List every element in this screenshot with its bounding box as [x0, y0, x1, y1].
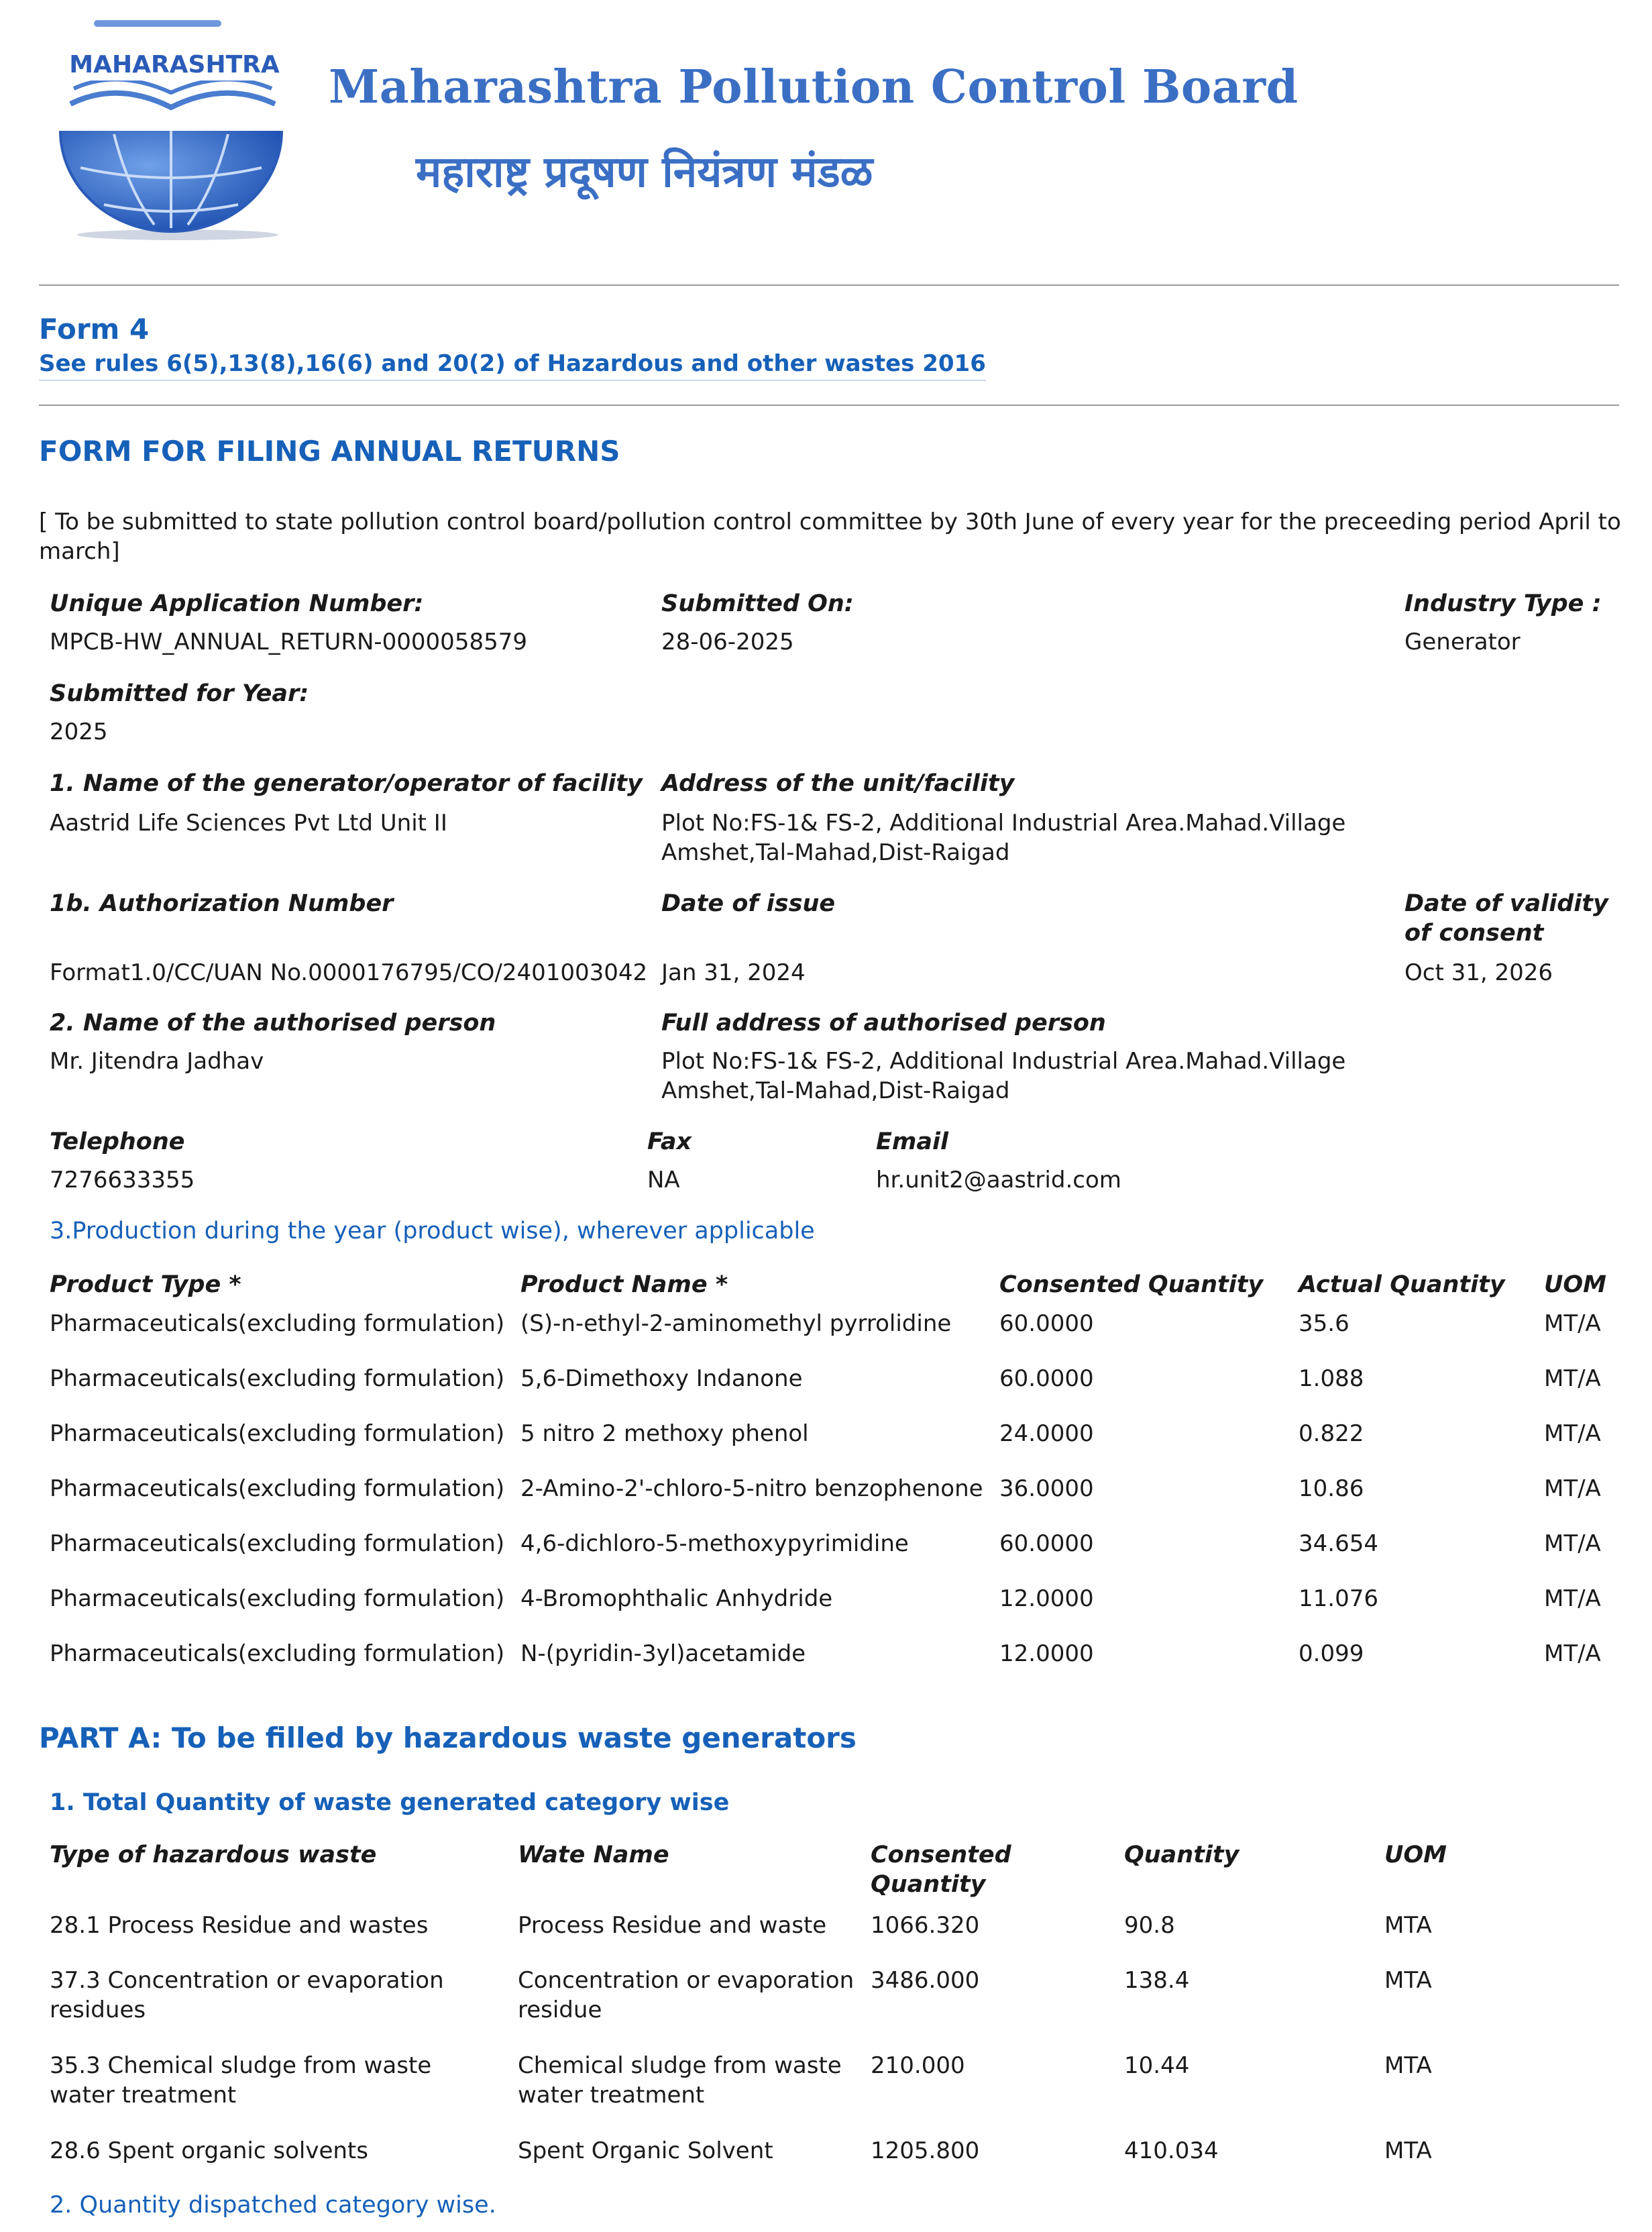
waste-col-header: UOM	[1384, 1842, 1447, 1868]
uom: MT/A	[1544, 1365, 1601, 1392]
uom: MTA	[1384, 2137, 1432, 2164]
waste-type: 35.3 Chemical sludge from waste water treatment	[50, 2052, 432, 2109]
product-name: 5 nitro 2 methoxy phenol	[520, 1420, 809, 1447]
authorization-label: 1b. Authorization Number	[50, 890, 394, 917]
actual-quantity: 0.822	[1299, 1420, 1364, 1447]
waste-col-header: Type of hazardous waste	[50, 1842, 377, 1868]
submission-note-line: march]	[39, 538, 120, 565]
actual-quantity: 0.099	[1299, 1640, 1364, 1667]
email-label: Email	[876, 1128, 948, 1155]
product-type: Pharmaceuticals(excluding formulation)	[50, 1475, 505, 1502]
actual-quantity: 34.654	[1299, 1530, 1378, 1557]
uom: MTA	[1384, 1967, 1432, 1994]
quantity-dispatched-heading: 2. Quantity dispatched category wise.	[50, 2192, 496, 2219]
waste-name: Spent Organic Solvent	[518, 2137, 773, 2164]
table-row	[0, 1584, 1652, 1613]
fax-value: NA	[647, 1167, 680, 1193]
address-line: Plot No:FS-1& FS-2, Additional Industrial Area.Mahad.Village	[661, 1048, 1346, 1075]
divider	[39, 405, 1619, 406]
submitted-on-value: 28-06-2025	[661, 629, 794, 655]
consented-quantity: 24.0000	[999, 1420, 1094, 1447]
uan-label: Unique Application Number:	[50, 590, 424, 617]
quantity: 138.4	[1124, 1967, 1190, 1994]
production-col-header: Actual Quantity	[1299, 1271, 1505, 1298]
address-line: Plot No:FS-1& FS-2, Additional Industrial Area.Mahad.Village	[661, 810, 1346, 837]
uom: MT/A	[1544, 1530, 1601, 1557]
product-name: 2-Amino-2'-chloro-5-nitro benzophenone	[520, 1475, 983, 1502]
product-name: N-(pyridin-3yl)acetamide	[520, 1640, 806, 1667]
form-rules-link[interactable]: See rules 6(5),13(8),16(6) and 20(2) of Hazardous and other wastes 2016	[39, 350, 986, 381]
authorised-address-value	[661, 1047, 1345, 1106]
board-title-marathi: महाराष्ट्र प्रदूषण नियंत्रण मंडळ	[416, 147, 873, 197]
product-name: (S)-n-ethyl-2-aminomethyl pyrrolidine	[520, 1310, 952, 1337]
divider	[39, 284, 1619, 286]
validity-label	[1405, 889, 1608, 948]
waste-type: 28.1 Process Residue and wastes	[50, 1912, 429, 1939]
issue-date-value: Jan 31, 2024	[661, 959, 806, 986]
validity-label-line: Date of validity	[1405, 890, 1608, 917]
product-type: Pharmaceuticals(excluding formulation)	[50, 1585, 505, 1612]
industry-type-value: Generator	[1405, 629, 1521, 655]
product-type: Pharmaceuticals(excluding formulation)	[50, 1310, 505, 1337]
product-name: 4-Bromophthalic Anhydride	[520, 1585, 833, 1612]
uom: MTA	[1384, 1912, 1432, 1939]
table-row	[0, 1419, 1652, 1448]
production-col-header: Consented Quantity	[999, 1271, 1264, 1298]
product-name: 4,6-dichloro-5-methoxypyrimidine	[520, 1530, 909, 1557]
authorised-person-value: Mr. Jitendra Jadhav	[50, 1048, 264, 1075]
header	[0, 0, 1652, 282]
table-row	[0, 1529, 1652, 1558]
uan-value: MPCB-HW_ANNUAL_RETURN-0000058579	[50, 629, 527, 655]
email-value: hr.unit2@aastrid.com	[876, 1167, 1121, 1193]
consented-quantity: 1205.800	[871, 2137, 980, 2164]
submission-note	[39, 507, 1622, 566]
consented-quantity: 3486.000	[871, 1967, 980, 1994]
waste-type: 37.3 Concentration or evaporation residues	[50, 1967, 444, 2023]
waste-col-header	[871, 1840, 1011, 1899]
waste-type: 28.6 Spent organic solvents	[50, 2137, 368, 2164]
waste-col-header-line: Consented	[871, 1842, 1011, 1868]
uom: MT/A	[1544, 1585, 1601, 1612]
consented-quantity: 60.0000	[999, 1365, 1094, 1392]
product-type: Pharmaceuticals(excluding formulation)	[50, 1530, 505, 1557]
consented-quantity: 60.0000	[999, 1310, 1094, 1337]
submission-note-line: [ To be submitted to state pollution control board/pollution control committee by 30th June of every year for the preceeding period April to	[39, 509, 1621, 535]
consented-quantity: 12.0000	[999, 1585, 1094, 1612]
table-row	[0, 1639, 1652, 1668]
telephone-value: 7276633355	[50, 1167, 195, 1193]
quantity: 90.8	[1124, 1912, 1175, 1939]
quantity: 10.44	[1124, 2052, 1190, 2079]
waste-name: Chemical sludge from waste water treatment	[518, 2052, 842, 2109]
production-heading: 3.Production during the year (product wise), wherever applicable	[50, 1218, 815, 1244]
uom: MT/A	[1544, 1310, 1601, 1337]
consented-quantity: 12.0000	[999, 1640, 1094, 1667]
uom: MT/A	[1544, 1475, 1601, 1502]
product-type: Pharmaceuticals(excluding formulation)	[50, 1365, 505, 1392]
uom: MTA	[1384, 2052, 1432, 2079]
actual-quantity: 10.86	[1299, 1475, 1364, 1502]
form-title: Form 4	[39, 313, 150, 346]
quantity: 410.034	[1124, 2137, 1219, 2164]
mpcb-logo	[54, 13, 295, 242]
validity-value: Oct 31, 2026	[1405, 959, 1553, 986]
actual-quantity: 35.6	[1299, 1310, 1350, 1337]
consented-quantity: 60.0000	[999, 1530, 1094, 1557]
board-title-english: Maharashtra Pollution Control Board	[329, 60, 1299, 114]
address-line: Amshet,Tal-Mahad,Dist-Raigad	[661, 839, 1010, 866]
waste-col-header: Wate Name	[518, 1842, 669, 1868]
waste-col-header: Quantity	[1124, 1842, 1240, 1868]
generator-label: 1. Name of the generator/operator of facility	[50, 770, 643, 797]
telephone-label: Telephone	[50, 1128, 185, 1155]
waste-name: Process Residue and waste	[518, 1912, 827, 1939]
address-label: Address of the unit/facility	[661, 770, 1015, 797]
production-col-header: Product Name *	[520, 1271, 728, 1298]
fax-label: Fax	[647, 1128, 692, 1155]
submitted-on-label: Submitted On:	[661, 590, 854, 617]
actual-quantity: 1.088	[1299, 1365, 1364, 1392]
waste-col-header-line: Quantity	[871, 1871, 986, 1898]
part-a-heading: PART A: To be filled by hazardous waste generators	[39, 1721, 857, 1754]
waste-generated-heading: 1. Total Quantity of waste generated category wise	[50, 1789, 730, 1816]
product-type: Pharmaceuticals(excluding formulation)	[50, 1420, 505, 1447]
product-type: Pharmaceuticals(excluding formulation)	[50, 1640, 505, 1667]
address-value	[661, 808, 1345, 867]
product-name: 5,6-Dimethoxy Indanone	[520, 1365, 803, 1392]
year-value: 2025	[50, 719, 108, 745]
consented-quantity: 36.0000	[999, 1475, 1094, 1502]
address-line: Amshet,Tal-Mahad,Dist-Raigad	[661, 1077, 1010, 1104]
uom: MT/A	[1544, 1420, 1601, 1447]
logo-text: MAHARASHTRA	[69, 51, 280, 78]
form-heading: FORM FOR FILING ANNUAL RETURNS	[39, 435, 620, 468]
table-row	[0, 1364, 1652, 1393]
consented-quantity: 210.000	[871, 2052, 965, 2079]
year-label: Submitted for Year:	[50, 680, 309, 707]
production-col-header: UOM	[1544, 1271, 1607, 1298]
actual-quantity: 11.076	[1299, 1585, 1378, 1612]
issue-date-label: Date of issue	[661, 890, 836, 917]
table-row	[0, 1474, 1652, 1503]
table-row	[0, 1309, 1652, 1338]
authorization-value: Format1.0/CC/UAN No.0000176795/CO/2401003042	[50, 959, 648, 986]
generator-value: Aastrid Life Sciences Pvt Ltd Unit II	[50, 810, 447, 837]
validity-label-line: of consent	[1405, 920, 1544, 947]
uom: MT/A	[1544, 1640, 1601, 1667]
authorised-address-label: Full address of authorised person	[661, 1010, 1106, 1037]
consented-quantity: 1066.320	[871, 1912, 980, 1939]
authorised-person-label: 2. Name of the authorised person	[50, 1010, 496, 1037]
industry-type-label: Industry Type :	[1405, 590, 1602, 617]
production-col-header: Product Type *	[50, 1271, 241, 1298]
waste-name: Concentration or evaporation residue	[518, 1967, 855, 2023]
